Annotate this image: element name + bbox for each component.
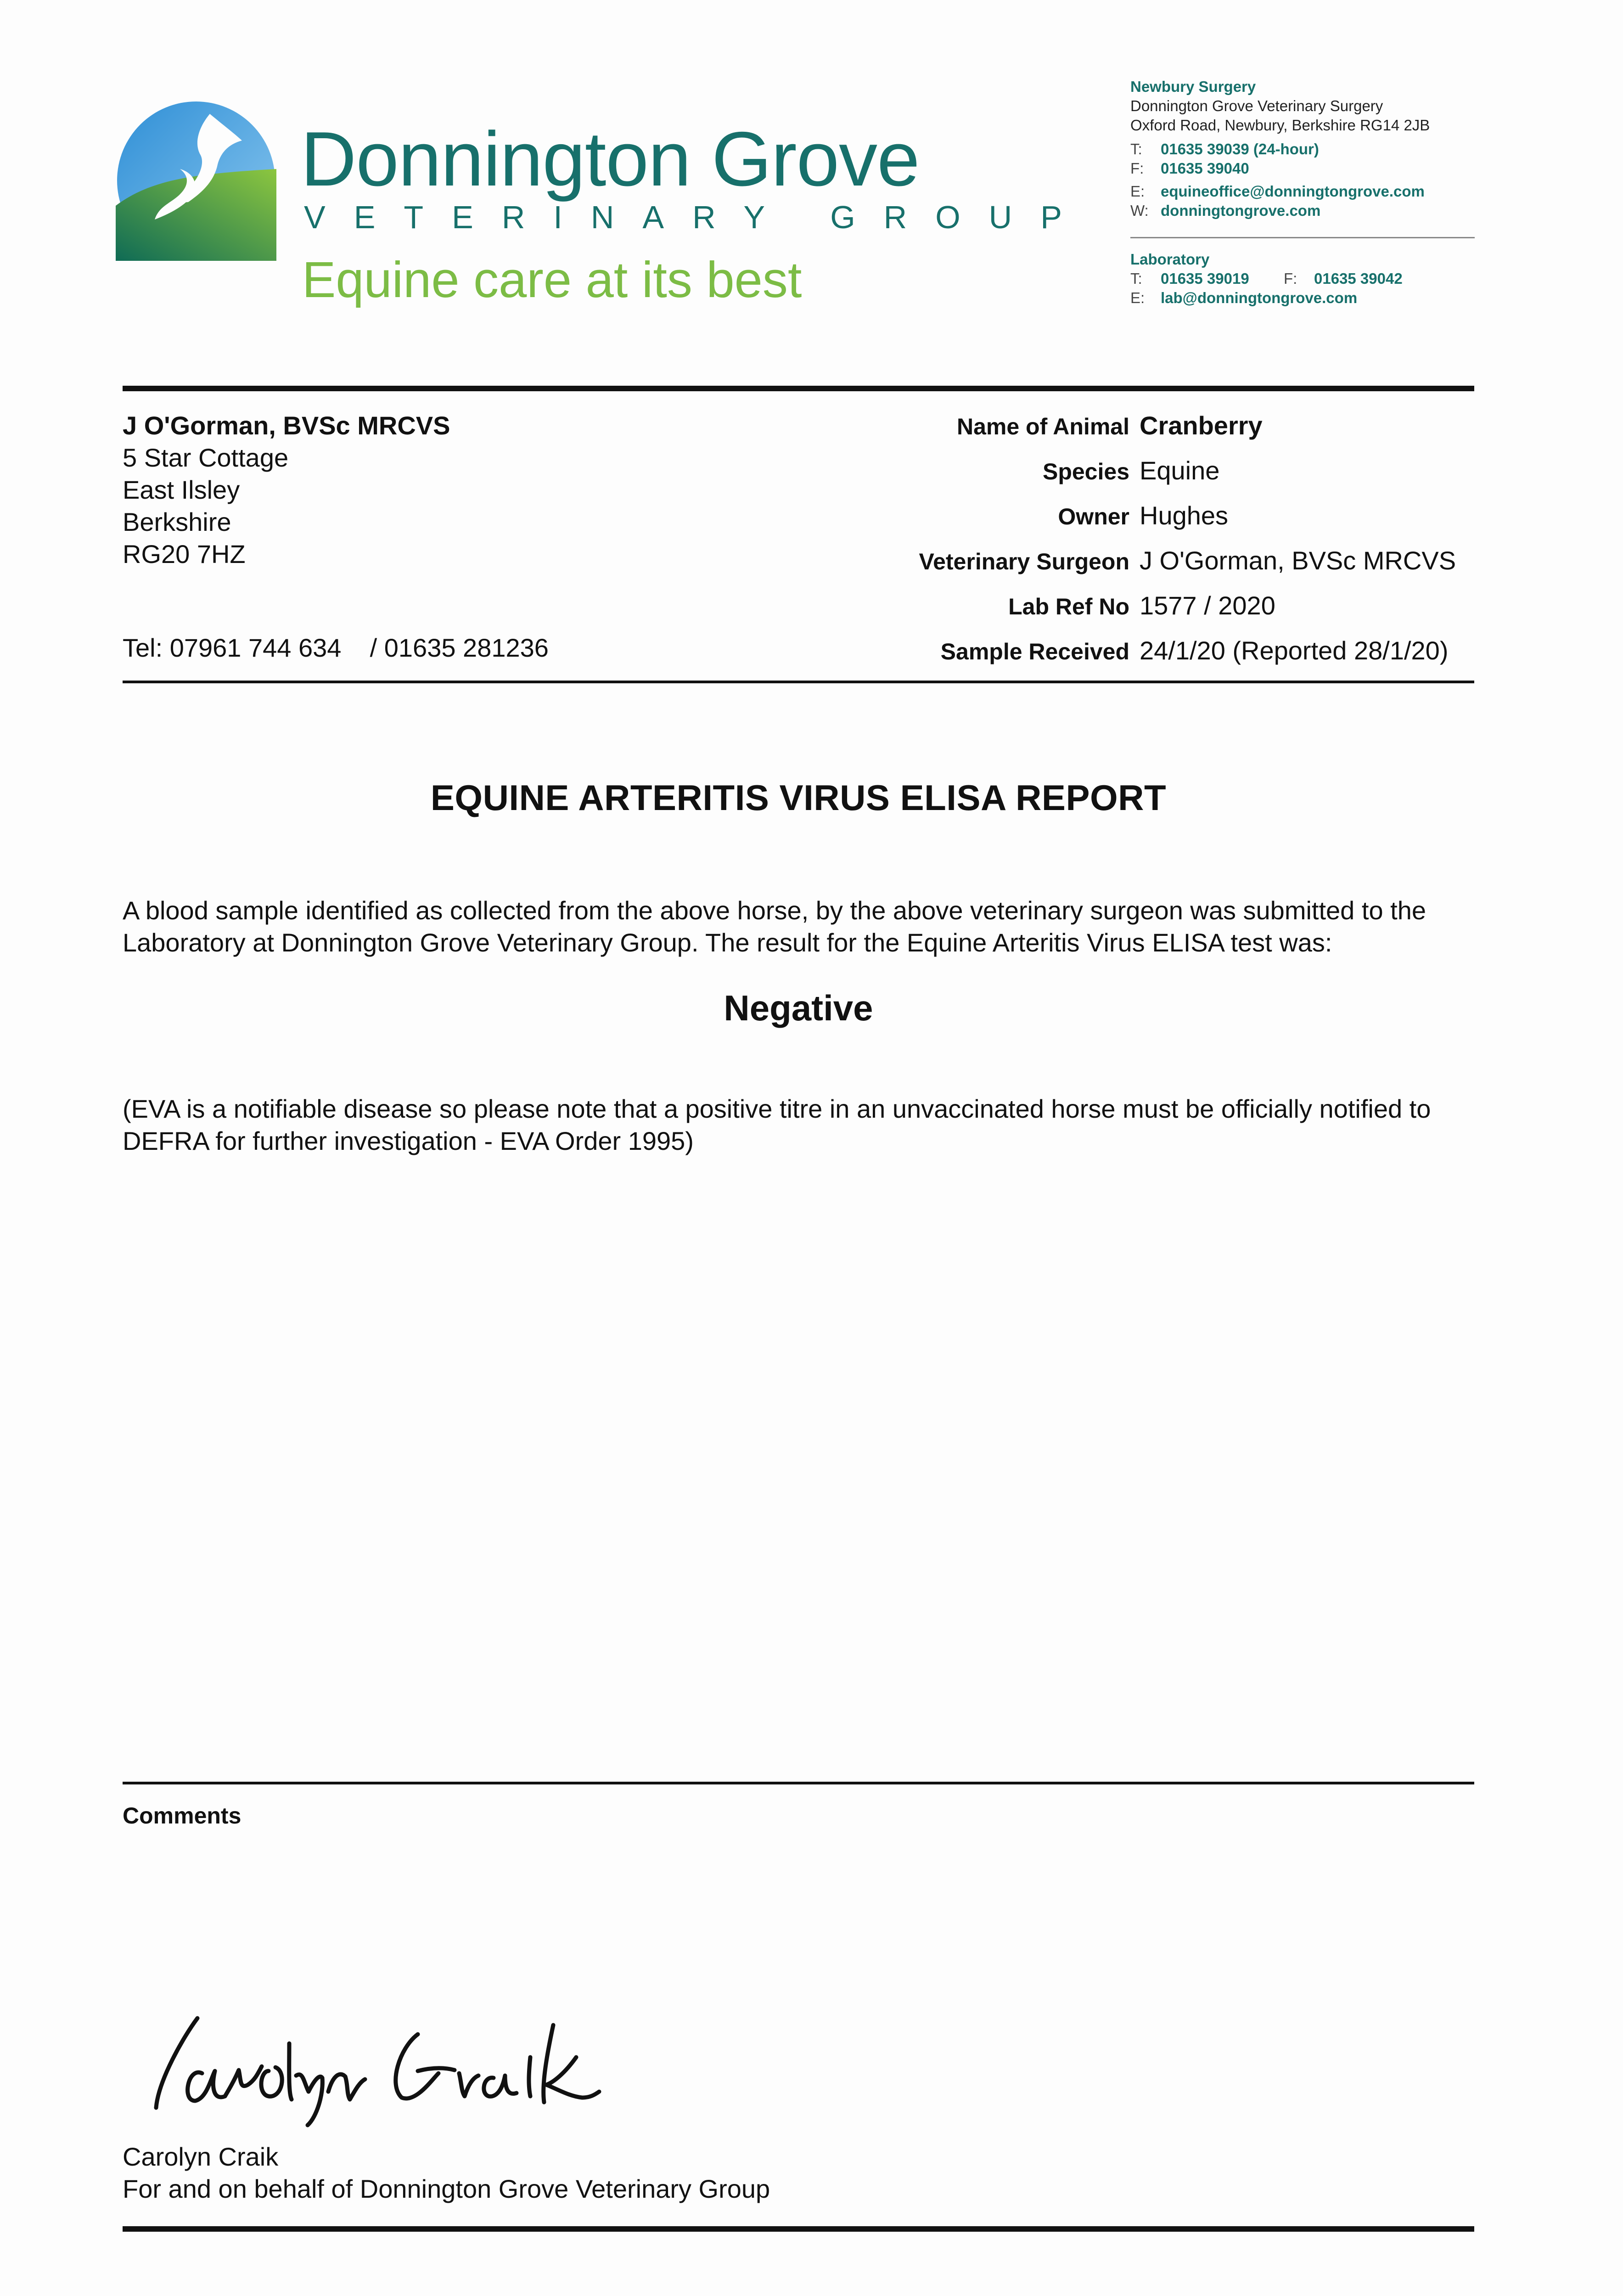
- tel-key: T:: [1130, 141, 1142, 158]
- notifiable-disease-note: (EVA is a notifiable disease so please note that a positive titre in an unvaccinated horse must be officially notified to DEFRA for further investigation - EVA Order 1995): [123, 1094, 1431, 1155]
- detail-row-owner: [817, 501, 1456, 546]
- owner-value: Hughes: [1140, 501, 1229, 530]
- surgery-website: donningtongrove.com: [1161, 202, 1321, 219]
- email-key: E:: [1130, 183, 1145, 200]
- surgery-address-line: Donnington Grove Veterinary Surgery: [1130, 97, 1383, 114]
- address-line: 5 Star Cottage: [123, 443, 289, 472]
- surgery-address-line: Oxford Road, Newbury, Berkshire RG14 2JB: [1130, 117, 1430, 134]
- laboratory-tel: 01635 39019: [1161, 270, 1249, 287]
- test-result: Negative: [724, 988, 873, 1028]
- surgery-contact-block: [1130, 77, 1479, 220]
- laboratory-heading: Laboratory: [1130, 251, 1210, 268]
- detail-label: Species: [1042, 459, 1129, 484]
- recipient-address: [123, 410, 450, 570]
- laboratory-contact-block: [1130, 250, 1479, 308]
- email-key: E:: [1130, 289, 1145, 306]
- report-intro: A blood sample identified as collected from the above horse, by the above veterinary surgeon was submitted to the Laboratory at Donnington Grove Veterinary Group. The result for the Equine Arteritis Virus ELISA test was:: [123, 896, 1426, 957]
- detail-label: Lab Ref No: [1008, 594, 1129, 619]
- address-line: East Ilsley: [123, 475, 240, 504]
- detail-row-surgeon: [817, 546, 1456, 591]
- detail-row-sample-received: [817, 636, 1456, 681]
- practice-subtitle: VETERINARY GROUP: [304, 199, 1090, 235]
- footer-rule: [123, 2226, 1474, 2232]
- practice-name: Donnington Grove: [301, 116, 920, 202]
- tel-key: T:: [1130, 270, 1142, 287]
- sample-received-value: 24/1/20 (Reported 28/1/20): [1140, 636, 1449, 665]
- detail-label: Owner: [1058, 504, 1129, 529]
- address-line: Berkshire: [123, 507, 231, 536]
- surgery-tel: 01635 39039 (24-hour): [1161, 141, 1319, 158]
- recipient-name: J O'Gorman, BVSc MRCVS: [123, 411, 450, 440]
- comments-label: Comments: [123, 1803, 241, 1829]
- detail-row-species: [817, 456, 1456, 501]
- species-value: Equine: [1140, 456, 1220, 485]
- lab-ref-value: 1577 / 2020: [1140, 591, 1275, 620]
- detail-label: Name of Animal: [956, 414, 1129, 439]
- surgeon-value: J O'Gorman, BVSc MRCVS: [1140, 546, 1456, 575]
- laboratory-fax: 01635 39042: [1314, 270, 1403, 287]
- animal-name: Cranberry: [1140, 411, 1263, 440]
- surgery-heading: Newbury Surgery: [1130, 78, 1256, 95]
- address-postcode: RG20 7HZ: [123, 540, 246, 568]
- surgery-email: equineoffice@donningtongrove.com: [1161, 183, 1425, 200]
- detail-label: Sample Received: [940, 639, 1129, 664]
- detail-row-animal: [817, 411, 1456, 456]
- fax-key: F:: [1130, 160, 1144, 177]
- signatory-block: [123, 2141, 770, 2205]
- practice-logo: [116, 100, 276, 261]
- detail-label: Veterinary Surgeon: [919, 549, 1129, 574]
- laboratory-email: lab@donningtongrove.com: [1161, 289, 1358, 306]
- practice-tagline: Equine care at its best: [302, 252, 802, 308]
- report-title: EQUINE ARTERITIS VIRUS ELISA REPORT: [430, 777, 1167, 818]
- surgery-fax: 01635 39040: [1161, 160, 1249, 177]
- web-key: W:: [1130, 202, 1149, 219]
- details-rule: [123, 681, 1474, 683]
- signatory-on-behalf: For and on behalf of Donnington Grove Veterinary Group: [123, 2174, 770, 2203]
- signatory-name: Carolyn Craik: [123, 2142, 279, 2171]
- header-rule: [123, 386, 1474, 391]
- handwritten-signature: [138, 1993, 716, 2131]
- comments-rule: [123, 1782, 1474, 1784]
- detail-row-lab-ref: [817, 591, 1456, 636]
- fax-key: F:: [1284, 270, 1297, 287]
- animal-details-table: [817, 411, 1456, 681]
- recipient-telephone: Tel: 07961 744 634 / 01635 281236: [123, 633, 549, 662]
- contact-divider: [1130, 237, 1475, 238]
